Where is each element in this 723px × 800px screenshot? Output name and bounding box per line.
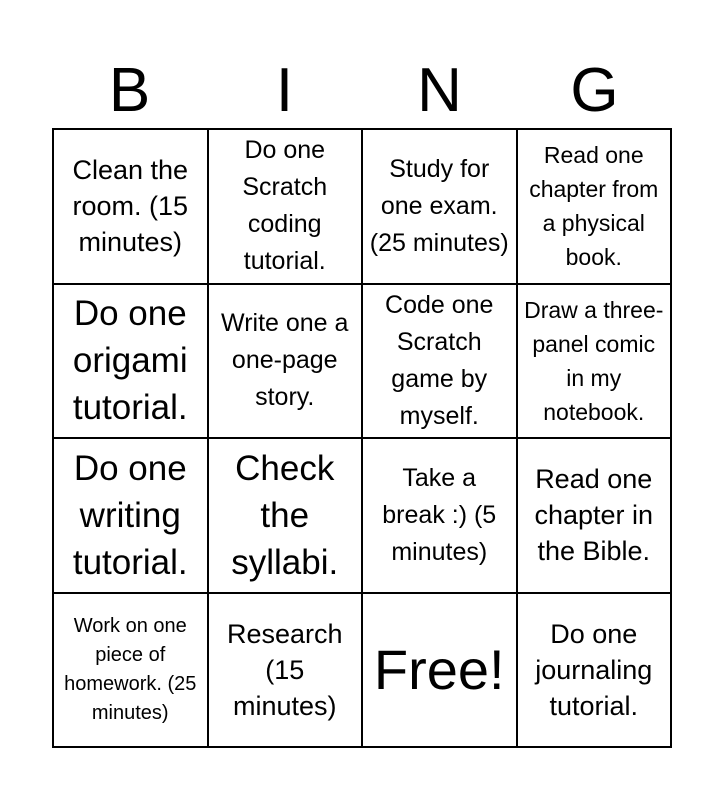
cell-text: Check the syllabi. — [231, 448, 339, 582]
cell-text: Do one origami tutorial. — [72, 294, 188, 428]
bingo-cell[interactable] — [209, 130, 364, 285]
header-letter-g: G — [570, 56, 619, 125]
cell-text: Write one a one-page story. — [221, 309, 349, 412]
cell-text: Do one writing tutorial. — [72, 448, 188, 582]
cell-text: Take a break :) (5 minutes) — [382, 463, 497, 566]
cell-text: Work on one piece of homework. (25 minutes) — [64, 614, 197, 724]
free-space-cell[interactable] — [363, 594, 518, 749]
bingo-cell[interactable] — [54, 285, 209, 440]
bingo-cell[interactable] — [518, 130, 673, 285]
cell-text: Read one chapter from a physical book. — [529, 142, 659, 271]
header-letter-n: N — [417, 56, 462, 125]
bingo-cell[interactable] — [518, 439, 673, 594]
bingo-card-grid — [52, 128, 672, 748]
cell-text: Read one chapter in the Bible. — [534, 464, 654, 567]
cell-text: Draw a three-panel comic in my notebook. — [524, 296, 664, 425]
bingo-cell[interactable] — [54, 439, 209, 594]
bingo-cell[interactable] — [54, 130, 209, 285]
bingo-cell[interactable] — [209, 439, 364, 594]
bingo-cell[interactable] — [363, 130, 518, 285]
bingo-header — [52, 55, 672, 127]
bingo-cell[interactable] — [209, 594, 364, 749]
free-space-text: Free! — [373, 637, 505, 701]
header-letter-b: B — [108, 56, 151, 125]
cell-text: Do one Scratch coding tutorial. — [242, 136, 328, 276]
header-letter-i: I — [275, 56, 294, 125]
bingo-cell[interactable] — [54, 594, 209, 749]
bingo-cell[interactable] — [363, 439, 518, 594]
cell-text: Study for one exam. (25 minutes) — [369, 154, 509, 257]
bingo-cell[interactable] — [363, 285, 518, 440]
cell-text: Research (15 minutes) — [226, 618, 343, 721]
bingo-cell[interactable] — [518, 594, 673, 749]
cell-text: Code one Scratch game by myself. — [385, 290, 494, 430]
bingo-cell[interactable] — [518, 285, 673, 440]
bingo-cell[interactable] — [209, 285, 364, 440]
cell-text: Clean the room. (15 minutes) — [72, 155, 189, 258]
cell-text: Do one journaling tutorial. — [535, 618, 653, 721]
